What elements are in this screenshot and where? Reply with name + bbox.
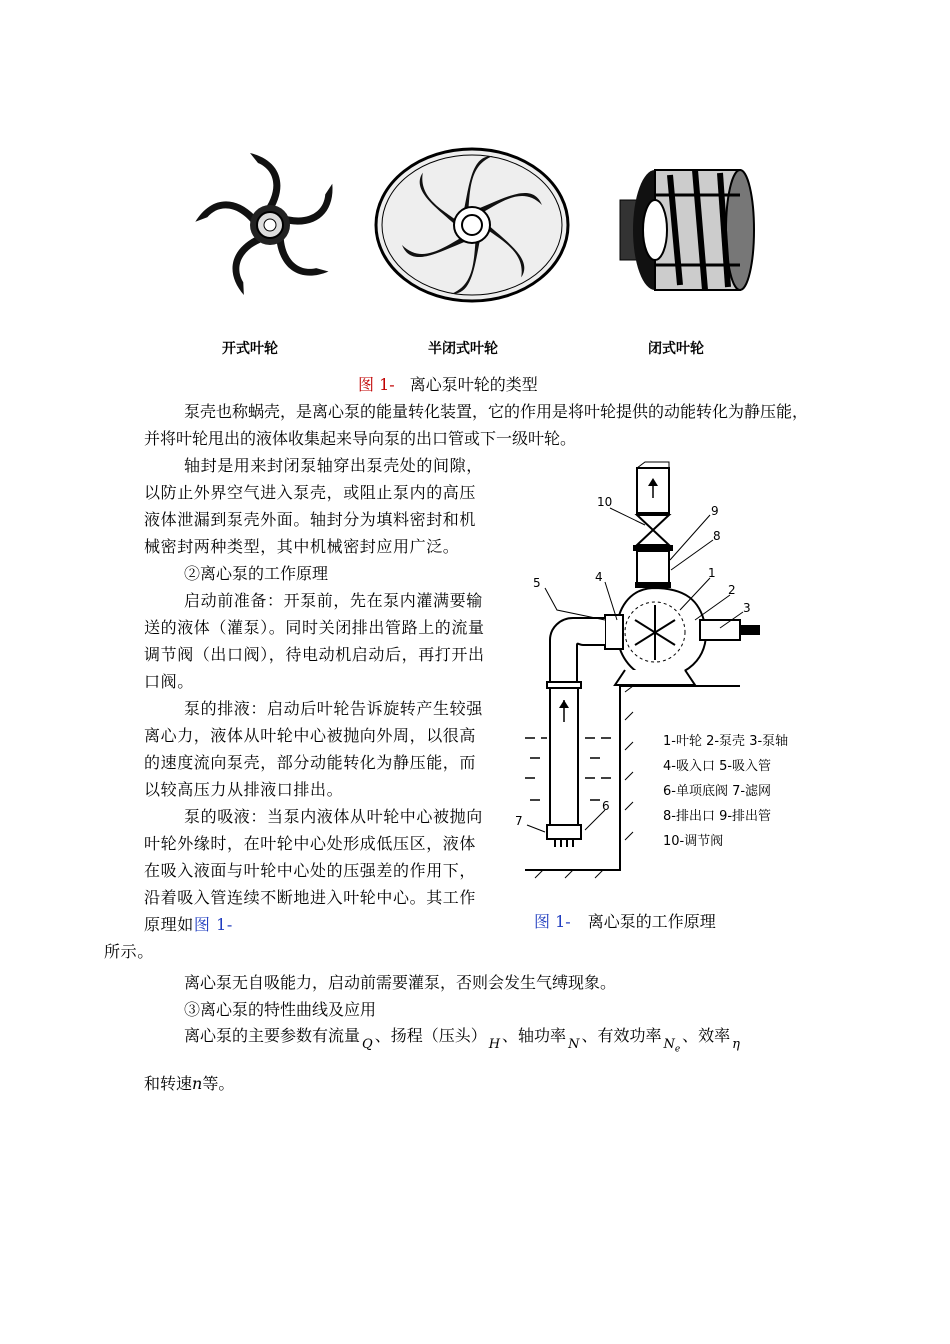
label-closed-impeller: 闭式叶轮 — [648, 341, 704, 357]
suction-text: 泵的吸液：当泵内液体从叶轮中心被抛向叶轮外缘时，在叶轮中心处形成低压区，液体在吸入液面与叶轮中心处的压强差的作用下，沿着吸入管连续不断地进入叶轮中心。其工作原理如 — [144, 807, 483, 934]
figure2-caption-text: 离心泵的工作原理 — [587, 912, 716, 931]
symbol-Ne-base: N — [663, 1037, 675, 1052]
figure1-caption-number: 图 1- — [358, 375, 395, 394]
figure2-caption-number: 图 1- — [534, 912, 571, 931]
pump-working-principle-diagram — [505, 460, 805, 890]
symbol-Ne-subscript: e — [674, 1044, 681, 1055]
symbol-head-H: H — [488, 1037, 501, 1052]
callout-5: 5 — [533, 576, 541, 590]
callout-1: 1 — [708, 566, 716, 580]
callout-8: 8 — [713, 529, 721, 543]
figure-reference-link[interactable]: 图 1- — [193, 915, 233, 934]
callout-3: 3 — [743, 601, 751, 615]
legend-line-5: 10-调节阀 — [663, 834, 724, 849]
callout-4: 4 — [595, 570, 603, 584]
heading-characteristic-curve: ③离心泵的特性曲线及应用 — [184, 1000, 377, 1019]
symbol-speed-n: n — [192, 1074, 203, 1093]
suction-text-end: 所示。 — [104, 942, 154, 961]
paragraph-discharge: 泵的排液：启动后叶轮告诉旋转产生较强离心力，液体从叶轮中心被抛向外周，以很高的速度流向泵壳，部分动能转化为静压能，而以较高压力从排液口排出。 — [144, 699, 483, 799]
callout-7: 7 — [515, 814, 523, 828]
symbol-efficiency-eta: η — [732, 1037, 740, 1052]
params-end: 等。 — [202, 1074, 235, 1093]
paragraph-pump-casing: 泵壳也称蜗壳，是离心泵的能量转化装置，它的作用是将叶轮提供的动能转化为静压能，并将叶轮甩出的液体收集起来导向泵的出口管或下一级叶轮。 — [144, 402, 809, 448]
callout-6: 6 — [602, 799, 610, 813]
params-text-1: 、扬程（压头） — [374, 1026, 487, 1045]
params-text-2: 、轴功率 — [502, 1026, 567, 1045]
callout-2: 2 — [728, 583, 736, 597]
heading-working-principle: ②离心泵的工作原理 — [184, 564, 329, 583]
params-text-3: 、有效功率 — [581, 1026, 662, 1045]
left-column — [104, 452, 490, 965]
symbol-effective-power-Ne — [663, 1037, 681, 1055]
legend-line-4: 8-排出口 9-排出管 — [663, 809, 772, 824]
paragraph-startup-preparation: 启动前准备：开泵前，先在泵内灌满要输送的液体（灌泵）。同时关闭排出管路上的流量调节阀（出口阀），待电动机启动后，再打开出口阀。 — [144, 591, 485, 691]
figure1-caption-text: 离心泵叶轮的类型 — [409, 375, 538, 394]
params-lead: 离心泵的主要参数有流量 — [184, 1026, 361, 1045]
symbol-shaft-power-N: N — [568, 1037, 580, 1052]
legend-line-1: 1-叶轮 2-泵壳 3-泵轴 — [663, 734, 789, 749]
paragraph-main-parameters-line2 — [144, 1070, 234, 1097]
closed-impeller-illustration — [610, 145, 770, 305]
figure-impeller-types — [190, 140, 770, 370]
paragraph-shaft-seal: 轴封是用来封闭泵轴穿出泵壳处的间隙，以防止外界空气进入泵壳，或阻止泵内的高压液体泄漏到泵壳外面。轴封分为填料密封和机械密封两种类型，其中机械密封应用广泛。 — [144, 456, 483, 556]
callout-9: 9 — [711, 504, 719, 518]
paragraph-main-parameters — [184, 1022, 814, 1057]
semi-closed-impeller-illustration — [372, 145, 572, 305]
legend-line-2: 4-吸入口 5-吸入管 — [663, 759, 772, 774]
paragraph-priming: 离心泵无自吸能力，启动前需要灌泵，否则会发生气缚现象。 — [184, 973, 617, 992]
figure2-caption — [534, 909, 716, 932]
callout-10: 10 — [597, 495, 613, 509]
legend-line-3: 6-单项底阀 7-滤网 — [663, 784, 772, 799]
paragraph-suction — [104, 803, 490, 965]
params-line2: 和转速 — [144, 1074, 193, 1093]
label-semi-closed-impeller: 半闭式叶轮 — [428, 341, 498, 357]
label-open-impeller: 开式叶轮 — [222, 341, 278, 357]
symbol-flow-Q: Q — [362, 1037, 373, 1052]
figure1-caption — [358, 372, 538, 395]
open-impeller-illustration — [190, 145, 350, 305]
params-text-4: 、效率 — [682, 1026, 731, 1045]
